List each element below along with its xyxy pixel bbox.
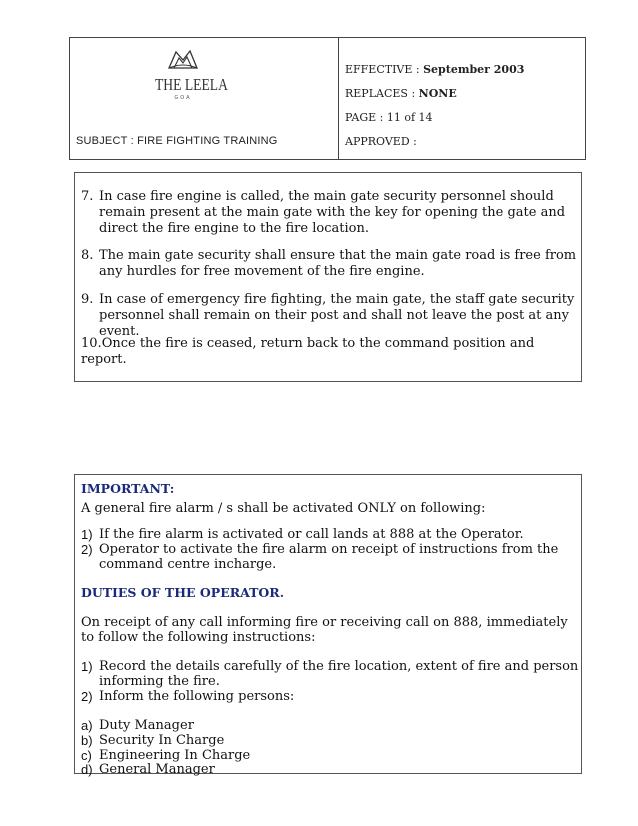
- header-right-cell: [339, 38, 585, 159]
- item-text: Once the fire is ceased, return back to the command position and report.: [81, 336, 535, 367]
- item-text: In case fire engine is called, the main gate security personnel should remain present at the main gate with the key for opening the gate and direct the fire engine to the fire location.: [99, 189, 566, 236]
- subject-label: SUBJECT : FIRE FIGHTING TRAINING: [76, 135, 278, 147]
- duties-intro: On receipt of any call informing fire or receiving call on 888, immediately to follow the following instructions:: [81, 615, 568, 645]
- list-item: [81, 748, 595, 763]
- list-text: If the fire alarm is activated or call lands at 888 at the Operator.: [99, 527, 524, 542]
- list-text: Operator to activate the fire alarm on receipt of instructions from the command centre incharge.: [99, 542, 559, 572]
- list-text: General Manager: [99, 762, 215, 777]
- company-logo: [148, 48, 228, 101]
- list-marker: b): [81, 733, 93, 748]
- replaces-label: REPLACES :: [345, 87, 419, 100]
- item-text: The main gate security shall ensure that the main gate road is free from any hurdles for free movement of the fire engine.: [99, 248, 577, 279]
- list-item: [81, 659, 595, 689]
- item-text: In case of emergency fire fighting, the main gate, the staff gate security personnel shall remain on their post and shall not leave the post at any event.: [99, 292, 575, 339]
- list-text: Duty Manager: [99, 718, 194, 733]
- list-text: Inform the following persons:: [99, 689, 295, 704]
- list-marker: a): [81, 718, 93, 733]
- list-item: [81, 542, 595, 572]
- procedure-item: [81, 248, 577, 280]
- list-marker: 2): [81, 542, 93, 557]
- logo-city-text: GOA: [174, 95, 192, 101]
- item-number: 8.: [81, 248, 94, 263]
- effective-value: September 2003: [423, 63, 525, 76]
- list-marker: 1): [81, 659, 93, 674]
- effective-label: EFFECTIVE :: [345, 63, 424, 76]
- item-number: 7.: [81, 189, 94, 204]
- item-number: 10.: [81, 336, 102, 351]
- list-item: [81, 689, 595, 704]
- item-number: 9.: [81, 292, 94, 307]
- effective-row: [345, 63, 524, 76]
- list-text: Security In Charge: [99, 733, 225, 748]
- list-marker: d): [81, 762, 93, 777]
- procedure-item: [81, 189, 577, 237]
- list-marker: c): [81, 748, 92, 763]
- list-item: [81, 733, 595, 748]
- leela-emblem-icon: [166, 48, 200, 72]
- page-number: PAGE : 11 of 14: [345, 111, 433, 124]
- list-marker: 2): [81, 689, 93, 704]
- alarm-intro: A general fire alarm / s shall be activated ONLY on following:: [81, 501, 486, 516]
- procedure-box: [74, 172, 582, 382]
- header-left-cell: [70, 38, 339, 159]
- list-text: Record the details carefully of the fire location, extent of fire and person informing the fire.: [99, 659, 579, 689]
- replaces-value: NONE: [418, 87, 457, 100]
- important-heading: IMPORTANT:: [81, 481, 175, 496]
- list-item: [81, 762, 595, 777]
- document-header: [69, 37, 586, 160]
- list-text: Engineering In Charge: [99, 748, 251, 763]
- list-item: [81, 718, 595, 733]
- important-box: [74, 474, 582, 777]
- logo-brand-text: THE LEELA: [155, 75, 228, 94]
- duties-heading: DUTIES OF THE OPERATOR.: [81, 585, 285, 600]
- procedure-item: [81, 336, 577, 368]
- replaces-row: [345, 87, 457, 100]
- list-item: [81, 527, 595, 542]
- list-marker: 1): [81, 527, 93, 542]
- procedure-item: [81, 292, 577, 340]
- approved-label: APPROVED :: [345, 135, 417, 148]
